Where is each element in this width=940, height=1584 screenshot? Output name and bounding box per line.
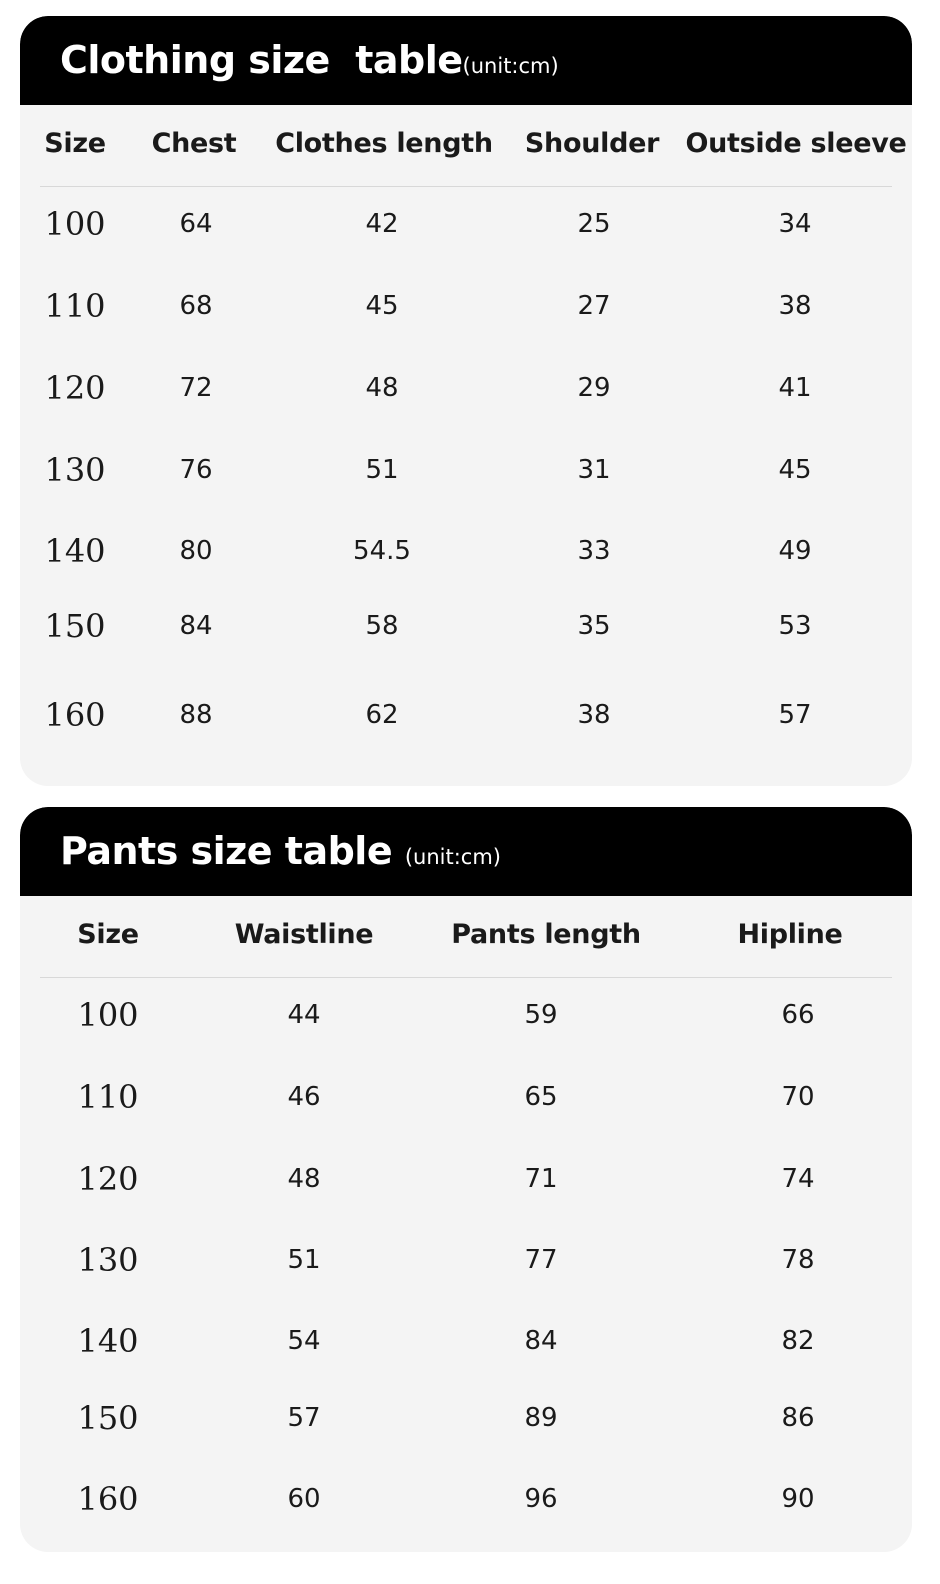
value-cell: 44	[287, 1000, 321, 1030]
value-cell: 54	[287, 1326, 321, 1356]
value-cell: 82	[781, 1326, 815, 1356]
value-cell: 46	[287, 1082, 321, 1112]
value-cell: 57	[287, 1403, 321, 1433]
value-cell: 66	[781, 1000, 815, 1030]
value-cell: 96	[524, 1484, 558, 1514]
col-header-clothes-length: Clothes length	[275, 128, 493, 159]
value-cell: 38	[577, 700, 611, 730]
size-cell: 130	[44, 451, 106, 489]
value-cell: 33	[577, 536, 611, 566]
value-cell: 41	[778, 373, 812, 403]
size-cell: 150	[44, 607, 106, 645]
value-cell: 48	[287, 1164, 321, 1194]
value-cell: 90	[781, 1484, 815, 1514]
size-cell: 100	[77, 996, 139, 1034]
value-cell: 68	[179, 291, 213, 321]
size-cell: 150	[77, 1399, 139, 1437]
size-cell: 120	[44, 369, 106, 407]
value-cell: 42	[365, 209, 399, 239]
value-cell: 29	[577, 373, 611, 403]
value-cell: 57	[778, 700, 812, 730]
pants-size-title	[60, 829, 501, 873]
col-header-shoulder: Shoulder	[524, 128, 660, 159]
value-cell: 48	[365, 373, 399, 403]
value-cell: 70	[781, 1082, 815, 1112]
size-cell: 160	[77, 1480, 139, 1518]
col-header-waistline: Waistline	[234, 919, 374, 950]
size-cell: 140	[77, 1322, 139, 1360]
clothing-unit-label: (unit:cm)	[462, 54, 559, 78]
pants-size-header	[20, 807, 912, 896]
value-cell: 31	[577, 455, 611, 485]
value-cell: 49	[778, 536, 812, 566]
clothing-size-title	[60, 38, 559, 82]
col-header-pants-length: Pants length	[451, 919, 641, 950]
col-header-outside-sleeve: Outside sleeve	[685, 128, 907, 159]
col-header-chest: Chest	[151, 128, 237, 159]
value-cell: 84	[179, 611, 213, 641]
value-cell: 38	[778, 291, 812, 321]
col-header-size: Size	[44, 128, 106, 159]
value-cell: 62	[365, 700, 399, 730]
col-header-size: Size	[77, 919, 139, 950]
pants-unit-label: (unit:cm)	[404, 845, 501, 869]
value-cell: 45	[365, 291, 399, 321]
size-cell: 110	[77, 1078, 139, 1116]
value-cell: 89	[524, 1403, 558, 1433]
value-cell: 45	[778, 455, 812, 485]
value-cell: 74	[781, 1164, 815, 1194]
value-cell: 25	[577, 209, 611, 239]
size-cell: 110	[44, 287, 106, 325]
clothing-size-header	[20, 16, 912, 105]
value-cell: 60	[287, 1484, 321, 1514]
value-cell: 76	[179, 455, 213, 485]
header-divider	[40, 186, 892, 187]
size-cell: 140	[44, 532, 106, 570]
header-divider	[40, 977, 892, 978]
value-cell: 27	[577, 291, 611, 321]
size-cell: 130	[77, 1241, 139, 1279]
value-cell: 59	[524, 1000, 558, 1030]
value-cell: 65	[524, 1082, 558, 1112]
pants-size-card	[20, 807, 912, 1552]
size-cell: 100	[44, 205, 106, 243]
value-cell: 71	[524, 1164, 558, 1194]
size-cell: 160	[44, 696, 106, 734]
value-cell: 35	[577, 611, 611, 641]
col-header-hipline: Hipline	[737, 919, 843, 950]
value-cell: 77	[524, 1245, 558, 1275]
value-cell: 58	[365, 611, 399, 641]
value-cell: 84	[524, 1326, 558, 1356]
clothing-title-text: Clothing size table	[60, 38, 463, 82]
pants-title-text: Pants size table	[60, 829, 393, 873]
value-cell: 64	[179, 209, 213, 239]
value-cell: 80	[179, 536, 213, 566]
value-cell: 51	[287, 1245, 321, 1275]
value-cell: 72	[179, 373, 213, 403]
value-cell: 86	[781, 1403, 815, 1433]
size-cell: 120	[77, 1160, 139, 1198]
value-cell: 51	[365, 455, 399, 485]
value-cell: 88	[179, 700, 213, 730]
clothing-size-card	[20, 16, 912, 786]
value-cell: 34	[778, 209, 812, 239]
value-cell: 53	[778, 611, 812, 641]
value-cell: 78	[781, 1245, 815, 1275]
value-cell: 54.5	[353, 536, 411, 566]
